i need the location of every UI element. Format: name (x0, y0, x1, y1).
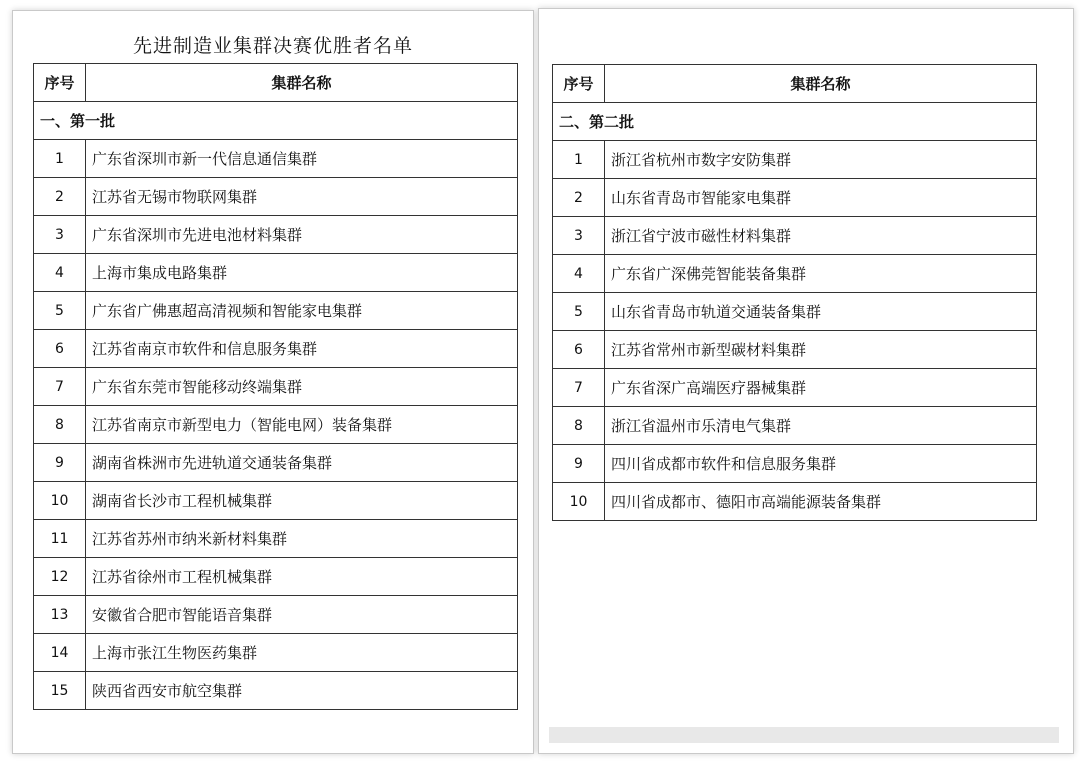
table-row (34, 178, 518, 216)
row-number: 13 (34, 596, 86, 634)
cluster-name: 湖南省长沙市工程机械集群 (86, 482, 518, 520)
cluster-name: 广东省深圳市新一代信息通信集群 (86, 140, 518, 178)
table-row (34, 672, 518, 710)
cluster-name: 江苏省徐州市工程机械集群 (86, 558, 518, 596)
row-number: 4 (553, 255, 605, 293)
cluster-name: 江苏省无锡市物联网集群 (86, 178, 518, 216)
table-row (34, 520, 518, 558)
row-number: 1 (34, 140, 86, 178)
cluster-name: 安徽省合肥市智能语音集群 (86, 596, 518, 634)
table-row (553, 141, 1037, 179)
table-row (34, 482, 518, 520)
cluster-name: 广东省深广高端医疗器械集群 (605, 369, 1037, 407)
batch-row (553, 103, 1037, 141)
document-page-right (538, 8, 1074, 754)
cluster-name: 广东省东莞市智能移动终端集群 (86, 368, 518, 406)
column-header-name: 集群名称 (605, 65, 1037, 103)
row-number: 6 (34, 330, 86, 368)
batch-label: 一、第一批 (34, 102, 518, 140)
cluster-name: 山东省青岛市智能家电集群 (605, 179, 1037, 217)
table-row (553, 483, 1037, 521)
cluster-name: 浙江省温州市乐清电气集群 (605, 407, 1037, 445)
cluster-name: 陕西省西安市航空集群 (86, 672, 518, 710)
row-number: 9 (34, 444, 86, 482)
table-row (553, 255, 1037, 293)
row-number: 10 (34, 482, 86, 520)
document-title: 先进制造业集群决赛优胜者名单 (132, 35, 413, 57)
row-number: 9 (553, 445, 605, 483)
table-row (553, 445, 1037, 483)
table-row (553, 369, 1037, 407)
table-row (553, 331, 1037, 369)
column-header-number: 序号 (34, 64, 86, 102)
row-number: 5 (553, 293, 605, 331)
table-header-row (553, 65, 1037, 103)
cluster-name: 江苏省常州市新型碳材料集群 (605, 331, 1037, 369)
row-number: 12 (34, 558, 86, 596)
row-number: 8 (553, 407, 605, 445)
table-row (34, 140, 518, 178)
table-row (34, 596, 518, 634)
row-number: 5 (34, 292, 86, 330)
row-number: 8 (34, 406, 86, 444)
cluster-name: 四川省成都市软件和信息服务集群 (605, 445, 1037, 483)
cluster-table-batch-1 (33, 63, 518, 710)
row-number: 15 (34, 672, 86, 710)
batch-label: 二、第二批 (553, 103, 1037, 141)
row-number: 1 (553, 141, 605, 179)
row-number: 6 (553, 331, 605, 369)
cluster-name: 江苏省南京市软件和信息服务集群 (86, 330, 518, 368)
table-row (553, 407, 1037, 445)
table-row (553, 217, 1037, 255)
cluster-name: 广东省广深佛莞智能装备集群 (605, 255, 1037, 293)
cluster-name: 江苏省苏州市纳米新材料集群 (86, 520, 518, 558)
table-row (34, 634, 518, 672)
column-header-number: 序号 (553, 65, 605, 103)
column-header-name: 集群名称 (86, 64, 518, 102)
row-number: 4 (34, 254, 86, 292)
row-number: 2 (553, 179, 605, 217)
cluster-name: 浙江省宁波市磁性材料集群 (605, 217, 1037, 255)
horizontal-scrollbar[interactable] (549, 727, 1059, 743)
cluster-table-batch-2 (552, 64, 1037, 521)
row-number: 3 (34, 216, 86, 254)
table-row (34, 368, 518, 406)
document-page-left (12, 10, 534, 754)
row-number: 10 (553, 483, 605, 521)
table-row (34, 444, 518, 482)
cluster-name: 四川省成都市、德阳市高端能源装备集群 (605, 483, 1037, 521)
table-row (34, 406, 518, 444)
table-header-row (34, 64, 518, 102)
cluster-name: 广东省深圳市先进电池材料集群 (86, 216, 518, 254)
table-row (34, 216, 518, 254)
row-number: 2 (34, 178, 86, 216)
row-number: 14 (34, 634, 86, 672)
cluster-name: 山东省青岛市轨道交通装备集群 (605, 293, 1037, 331)
row-number: 7 (553, 369, 605, 407)
table-row (34, 330, 518, 368)
cluster-name: 上海市集成电路集群 (86, 254, 518, 292)
cluster-name: 广东省广佛惠超高清视频和智能家电集群 (86, 292, 518, 330)
cluster-name: 江苏省南京市新型电力（智能电网）装备集群 (86, 406, 518, 444)
table-row (34, 254, 518, 292)
table-row (34, 292, 518, 330)
cluster-name: 湖南省株洲市先进轨道交通装备集群 (86, 444, 518, 482)
row-number: 7 (34, 368, 86, 406)
row-number: 11 (34, 520, 86, 558)
cluster-name: 上海市张江生物医药集群 (86, 634, 518, 672)
batch-row (34, 102, 518, 140)
row-number: 3 (553, 217, 605, 255)
table-row (34, 558, 518, 596)
table-row (553, 179, 1037, 217)
table-row (553, 293, 1037, 331)
cluster-name: 浙江省杭州市数字安防集群 (605, 141, 1037, 179)
